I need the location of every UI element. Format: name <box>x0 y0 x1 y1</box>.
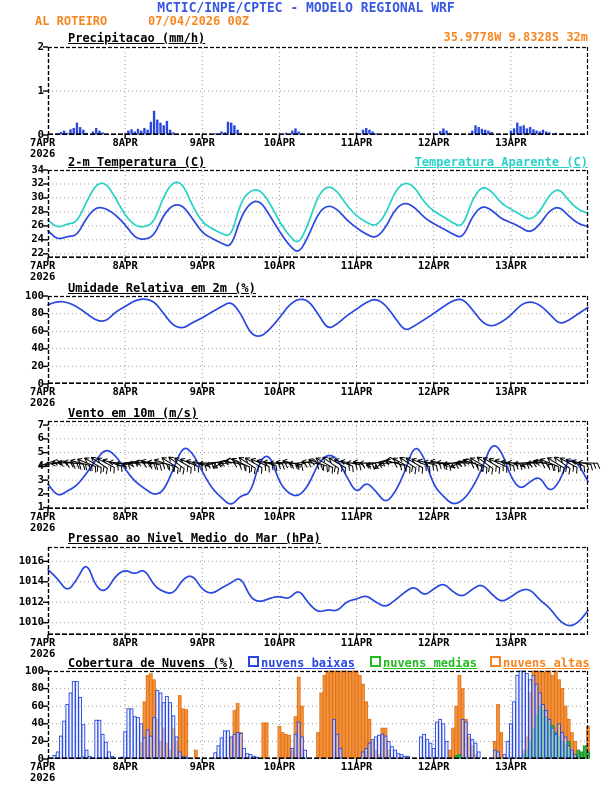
y-tick-label: 20 <box>31 734 44 747</box>
x-day-label: 9APR <box>189 637 215 649</box>
y-tick-label: 22 <box>31 247 44 260</box>
precipitation-plot <box>0 47 612 135</box>
x-day-label: 7APR <box>30 137 56 149</box>
x-day-label: 9APR <box>189 260 215 272</box>
x-day-label: 9APR <box>189 386 215 398</box>
wind-plot <box>0 418 612 509</box>
x-day-label: 10APR <box>263 386 296 398</box>
year-label: 2026 <box>30 648 56 660</box>
y-tick-label: 3 <box>37 473 44 486</box>
x-day-label: 9APR <box>189 137 215 149</box>
panel-title-wind: Vento em 10m (m/s) <box>68 406 199 420</box>
high-clouds-swatch-icon <box>490 656 501 667</box>
x-day-label: 13APR <box>495 511 527 523</box>
y-tick-label: 1 <box>37 501 44 514</box>
x-day-label: 9APR <box>189 761 215 773</box>
x-day-label: 12APR <box>417 637 450 649</box>
y-tick-label: 4 <box>37 459 44 472</box>
y-tick-label: 1012 <box>18 595 44 608</box>
x-day-label: 12APR <box>417 137 450 149</box>
x-day-label: 7APR <box>30 260 56 272</box>
x-day-label: 7APR <box>30 386 56 398</box>
year-label: 2026 <box>30 271 56 283</box>
station-label: AL ROTEIRO <box>35 14 108 28</box>
x-day-label: 11APR <box>340 511 373 523</box>
x-day-label: 13APR <box>495 137 527 149</box>
y-tick-label: 24 <box>31 233 44 246</box>
x-day-label: 11APR <box>340 761 373 773</box>
y-tick-label: 1010 <box>18 616 44 629</box>
x-day-label: 11APR <box>340 260 373 272</box>
x-day-label: 10APR <box>263 260 296 272</box>
y-tick-label: 40 <box>31 342 44 355</box>
x-day-label: 8APR <box>112 386 138 398</box>
year-label: 2026 <box>30 148 56 160</box>
y-tick-label: 34 <box>31 163 44 176</box>
y-tick-label: 32 <box>31 177 44 190</box>
y-tick-label: 60 <box>31 324 44 337</box>
year-label: 2026 <box>30 397 56 409</box>
y-tick-label: 60 <box>31 699 44 712</box>
run-datetime-label: 07/04/2026 00Z <box>148 14 250 28</box>
y-tick-label: 7 <box>37 418 44 431</box>
legend-label: nuvens altas <box>503 656 590 670</box>
x-day-label: 7APR <box>30 637 56 649</box>
legend-item-mid-clouds <box>370 656 477 670</box>
x-day-label: 13APR <box>495 386 527 398</box>
temperature-plot <box>0 170 612 258</box>
y-tick-label: 26 <box>31 219 44 232</box>
station-coordinates-label: 35.9778W 9.8328S 32m <box>443 30 588 44</box>
x-day-label: 8APR <box>112 260 138 272</box>
humidity-plot <box>0 296 612 384</box>
y-tick-label: 80 <box>31 307 44 320</box>
x-day-label: 12APR <box>417 260 450 272</box>
x-day-label: 10APR <box>263 511 296 523</box>
low-clouds-swatch-icon <box>248 656 259 667</box>
mid-clouds-swatch-icon <box>370 656 381 667</box>
page-title: MCTIC/INPE/CPTEC - MODELO REGIONAL WRF <box>157 1 455 16</box>
cloud-cover-plot <box>0 671 612 759</box>
legend-label: nuvens baixas <box>261 656 355 670</box>
x-day-label: 10APR <box>263 137 296 149</box>
x-day-label: 8APR <box>112 637 138 649</box>
x-day-label: 13APR <box>495 761 527 773</box>
y-tick-label: 100 <box>25 289 44 302</box>
x-day-label: 12APR <box>417 761 450 773</box>
legend-label: nuvens medias <box>383 656 477 670</box>
y-tick-label: 1 <box>37 84 44 97</box>
year-label: 2026 <box>30 522 56 534</box>
x-day-label: 8APR <box>112 137 138 149</box>
panel-title-pressure: Pressao ao Nivel Medio do Mar (hPa) <box>68 531 321 545</box>
y-tick-label: 100 <box>25 664 44 677</box>
y-tick-label: 6 <box>37 432 44 445</box>
y-tick-label: 80 <box>31 682 44 695</box>
y-tick-label: 2 <box>37 40 44 53</box>
x-day-label: 10APR <box>263 637 296 649</box>
x-day-label: 10APR <box>263 761 296 773</box>
x-day-label: 8APR <box>112 761 138 773</box>
y-tick-label: 0 <box>37 128 44 141</box>
panel-title-temperature: 2-m Temperatura (C) <box>68 155 206 169</box>
y-tick-label: 28 <box>31 205 44 218</box>
y-tick-label: 0 <box>37 377 44 390</box>
year-label: 2026 <box>30 772 56 784</box>
y-tick-label: 5 <box>37 446 44 459</box>
x-day-label: 11APR <box>340 386 373 398</box>
apparent-temperature-legend-label: Temperatura Aparente (C) <box>414 155 588 169</box>
y-tick-label: 20 <box>31 359 44 372</box>
x-day-label: 12APR <box>417 511 450 523</box>
pressure-plot <box>0 547 612 635</box>
x-day-label: 7APR <box>30 761 56 773</box>
x-day-label: 13APR <box>495 260 527 272</box>
x-day-label: 11APR <box>340 137 373 149</box>
x-day-label: 7APR <box>30 511 56 523</box>
x-day-label: 9APR <box>189 511 215 523</box>
x-day-label: 12APR <box>417 386 450 398</box>
x-day-label: 13APR <box>495 637 527 649</box>
y-tick-label: 30 <box>31 191 44 204</box>
panel-title-humidity: Umidade Relativa em 2m (%) <box>68 281 256 295</box>
panel-title-clouds: Cobertura de Nuvens (%) <box>68 656 235 670</box>
y-tick-label: 1016 <box>18 554 44 567</box>
panel-title-precipitation: Precipitacao (mm/h) <box>68 31 206 45</box>
x-day-label: 11APR <box>340 637 373 649</box>
legend-item-high-clouds <box>490 656 590 670</box>
legend-item-low-clouds <box>248 656 355 670</box>
y-tick-label: 0 <box>37 752 44 765</box>
y-tick-label: 40 <box>31 717 44 730</box>
y-tick-label: 2 <box>37 487 44 500</box>
y-tick-label: 1014 <box>18 575 44 588</box>
x-day-label: 8APR <box>112 511 138 523</box>
